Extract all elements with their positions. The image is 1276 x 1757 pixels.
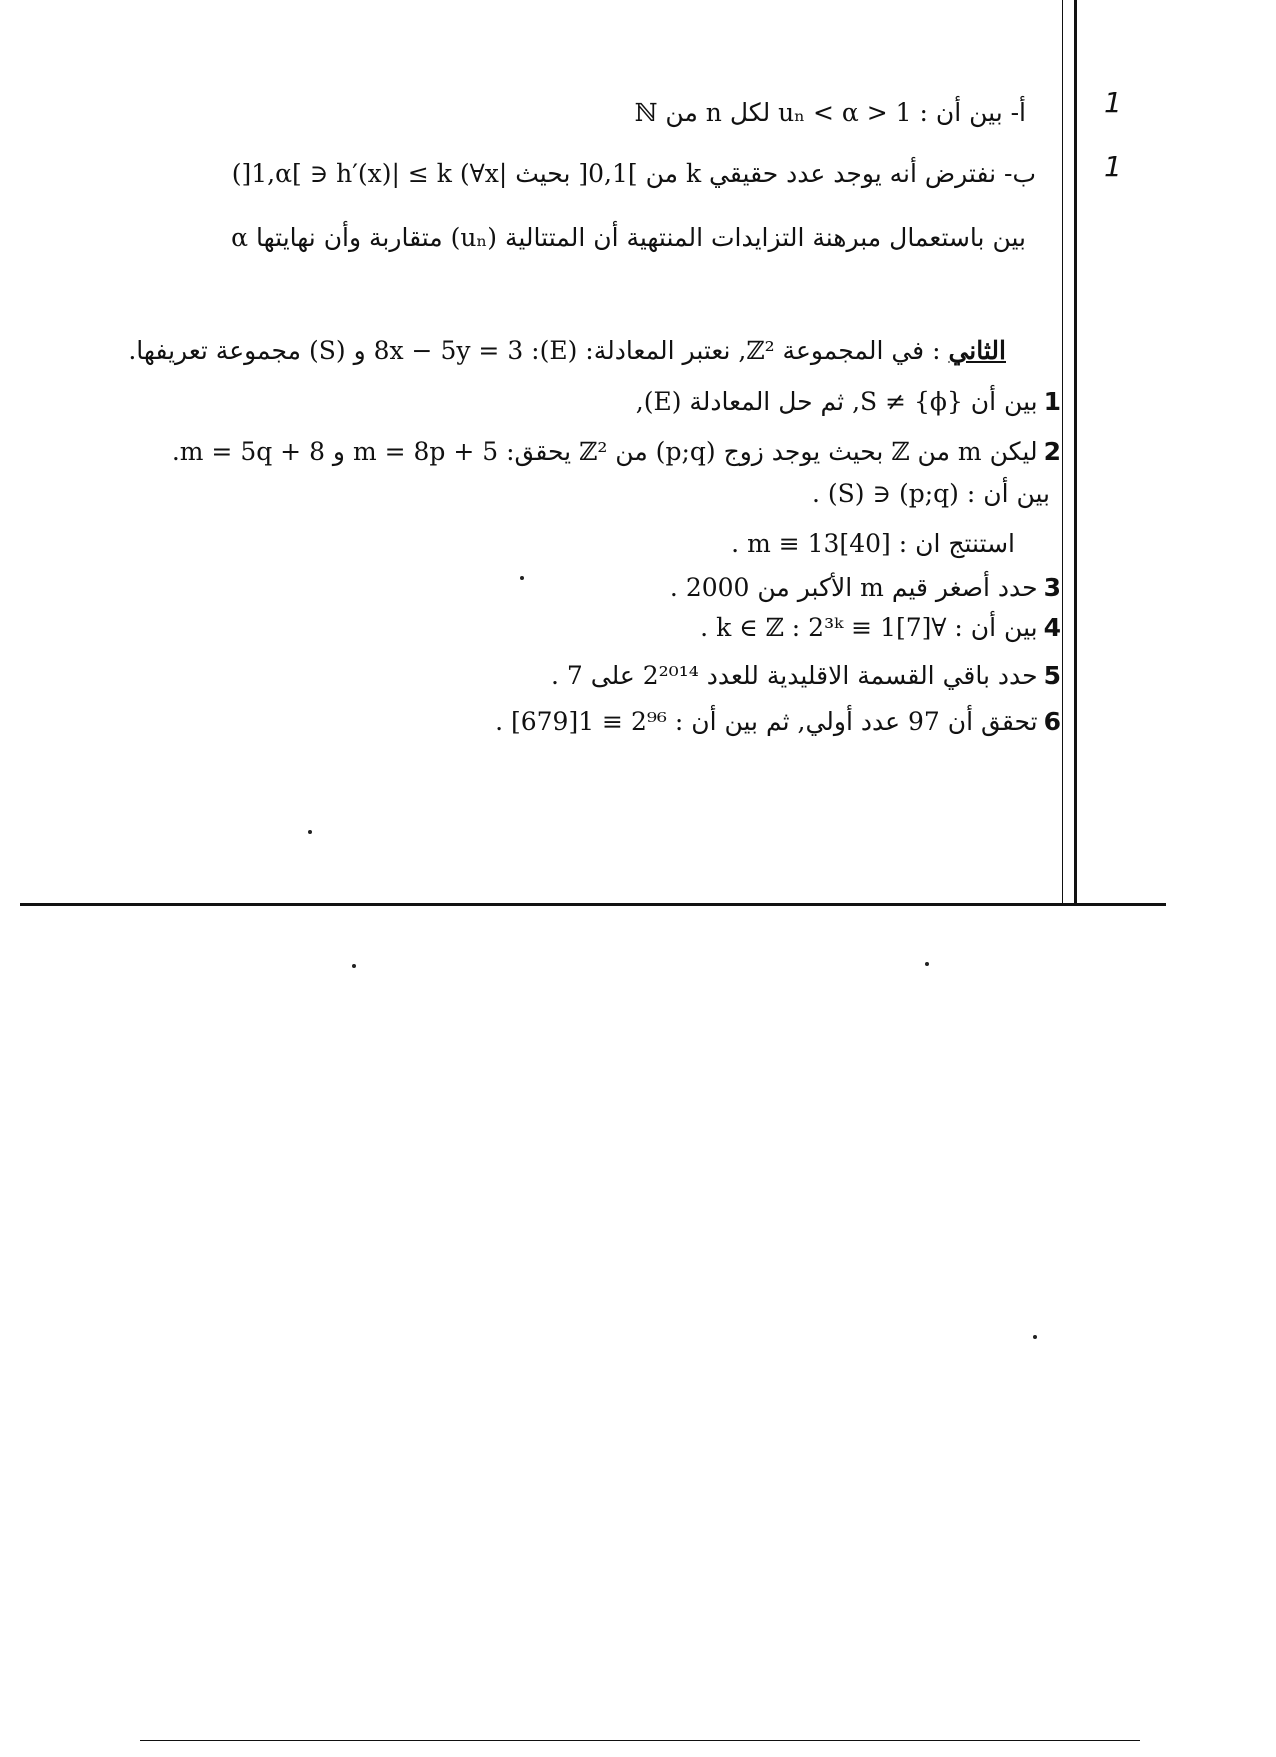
part-one-line-c: بين باستعمال مبرهنة التزايدات المنتهية أن المتتالية (uₙ) متقاربة وأن نهايتها α — [231, 223, 1026, 252]
scan-speck — [925, 962, 929, 966]
scan-speck — [520, 576, 524, 580]
item-number: 1 — [1043, 387, 1061, 416]
part-two-intro: في المجموعة ℤ², نعتبر المعادلة: (E): 8x − 5y = 3 و (S) مجموعة تعريفها. — [128, 336, 925, 365]
item-number: 2 — [1043, 437, 1061, 466]
item-text: بين أن : ∀k ∈ ℤ : 2³ᵏ ≡ 1[7] . — [700, 613, 1038, 642]
part-two-title: الثاني — [948, 336, 1006, 365]
item-text: بين أن : (p;q) ∈ (S) . — [812, 479, 1050, 508]
section-bottom-line — [20, 903, 1166, 906]
inner-margin-line — [1062, 0, 1063, 905]
list-item — [670, 572, 1061, 604]
list-item — [495, 706, 1061, 738]
item-text: حدد أصغر قيم m الأكبر من 2000 . — [669, 573, 1038, 602]
item-number: 6 — [1043, 707, 1061, 736]
part-two-colon: : — [924, 336, 949, 365]
margin-mark-2: 1 — [1104, 150, 1122, 183]
item-number: 5 — [1043, 661, 1061, 690]
part-one-line-a: أ- بين أن : 1 < uₙ < α لكل n من ℕ — [634, 98, 1026, 127]
item-number: 4 — [1043, 613, 1061, 642]
item-text: تحقق أن 97 عدد أولي, ثم بين أن : 2⁹⁶ ≡ 1[679] . — [495, 707, 1038, 736]
item-text: حدد باقي القسمة الاقليدية للعدد 2²⁰¹⁴ على 7 . — [551, 661, 1038, 690]
margin-border-line — [1074, 0, 1077, 905]
list-item — [636, 386, 1061, 418]
item-text: بين أن S ≠ {ϕ}, ثم حل المعادلة (E), — [635, 387, 1038, 416]
scan-speck — [1033, 1335, 1037, 1339]
part-two-heading — [128, 335, 1006, 367]
item-number: 3 — [1043, 573, 1061, 602]
item-text: استنتج ان : m ≡ 13[40] . — [731, 529, 1015, 558]
page-bottom-line — [140, 1740, 1140, 1741]
list-item — [731, 528, 1021, 560]
part-one-line-b: ب- نفترض أنه يوجد عدد حقيقي k من ]0,1[ بحيث |h′(x)| ≤ k (∀x ∈ ]1,α[) — [231, 159, 1036, 188]
margin-mark-1: 1 — [1104, 86, 1122, 119]
item-text: ليكن m من ℤ بحيث يوجد زوج (p;q) من ℤ² يحقق: m = 8p + 5 و m = 5q + 8. — [171, 437, 1038, 466]
list-item — [551, 660, 1061, 692]
scan-speck — [352, 964, 356, 968]
list-item — [172, 436, 1061, 468]
list-item — [700, 612, 1061, 644]
scan-speck — [308, 830, 312, 834]
list-item — [812, 478, 1056, 510]
